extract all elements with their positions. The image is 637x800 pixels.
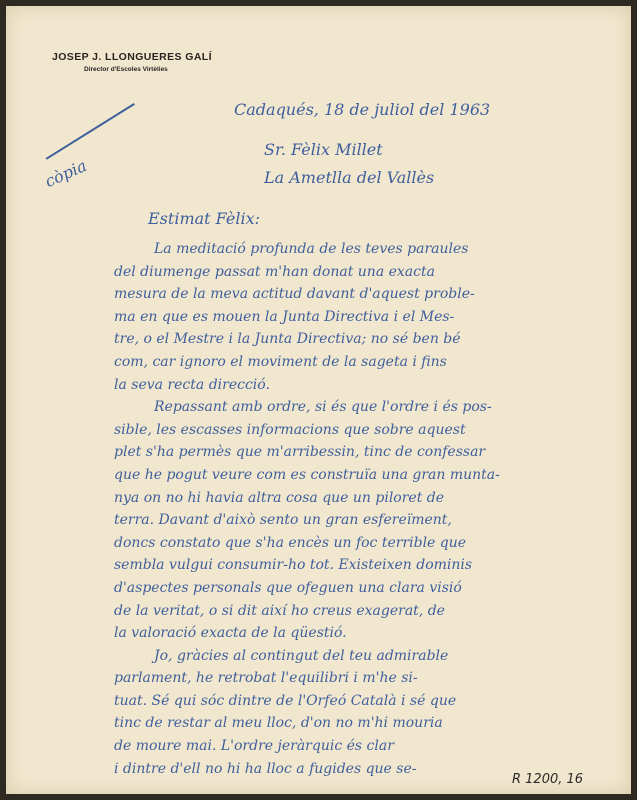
recipient-name: Sr. Fèlix Millet xyxy=(264,140,383,159)
body-line: tre, o el Mestre i la Junta Directiva; no sé ben bé xyxy=(114,331,461,348)
body-line: Repassant amb ordre, si és que l'ordre i és pos- xyxy=(154,399,492,416)
body-line: com, car ignoro el moviment de la sageta i fins xyxy=(114,353,447,370)
body-line: terra. Davant d'això sento un gran esfereïment, xyxy=(114,512,452,529)
greeting: Estimat Fèlix: xyxy=(148,209,261,228)
letter-page xyxy=(6,6,631,794)
recipient-place: La Ametlla del Vallès xyxy=(264,168,435,187)
body-line: nya on no hi havia altra cosa que un piloret de xyxy=(114,489,445,506)
body-line: parlament, he retrobat l'equilibri i m'he si- xyxy=(114,670,418,687)
body-line: d'aspectes personals que ofeguen una clara visió xyxy=(114,579,462,596)
body-line: la valoració exacta de la qüestió. xyxy=(114,625,347,642)
body-line: tuat. Sé qui sóc dintre de l'Orfeó Català i sé que xyxy=(114,692,457,709)
body-line: plet s'ha permès que m'arribessin, tinc de confessar xyxy=(114,444,486,461)
body-line: sembla vulgui consumir-ho tot. Existeixen dominis xyxy=(114,557,473,574)
body-line: que he pogut veure com es construïa una gran munta- xyxy=(114,466,500,483)
body-line: doncs constato que s'ha encès un foc terrible que xyxy=(114,534,467,551)
body-line: mesura de la meva actitud davant d'aquest proble- xyxy=(114,286,475,303)
body-line: La meditació profunda de les teves paraules xyxy=(154,241,469,257)
body-line: de la veritat, o si dit així ho creus exagerat, de xyxy=(114,602,445,619)
body-line: la seva recta direcció. xyxy=(114,376,270,393)
copy-annotation: còpia xyxy=(42,155,90,192)
date-line: Cadaqués, 18 de juliol del 1963 xyxy=(234,100,491,119)
body-line: tinc de restar al meu lloc, d'on no m'hi mouria xyxy=(114,715,443,732)
body-line: ma en que es mouen la Junta Directiva i el Mes- xyxy=(114,308,455,325)
body-line: i dintre d'ell no hi ha lloc a fugides que se- xyxy=(114,760,417,777)
body-line: de moure mai. L'ordre jeràrquic és clar xyxy=(114,738,394,755)
letterhead-title: Director d'Escoles Virtèlies xyxy=(84,66,168,73)
body-line: sible, les escasses informacions que sobre aquest xyxy=(114,421,466,438)
letter-body xyxy=(114,238,614,780)
body-line: del diumenge passat m'han donat una exacta xyxy=(114,263,435,280)
archive-reference: R 1200, 16 xyxy=(512,772,584,787)
letterhead-name: JOSEP J. LLONGUERES GALÍ xyxy=(52,51,212,63)
letterhead xyxy=(52,51,212,73)
copy-annotation-stroke xyxy=(46,103,135,159)
body-line: Jo, gràcies al contingut del teu admirable xyxy=(154,647,449,664)
